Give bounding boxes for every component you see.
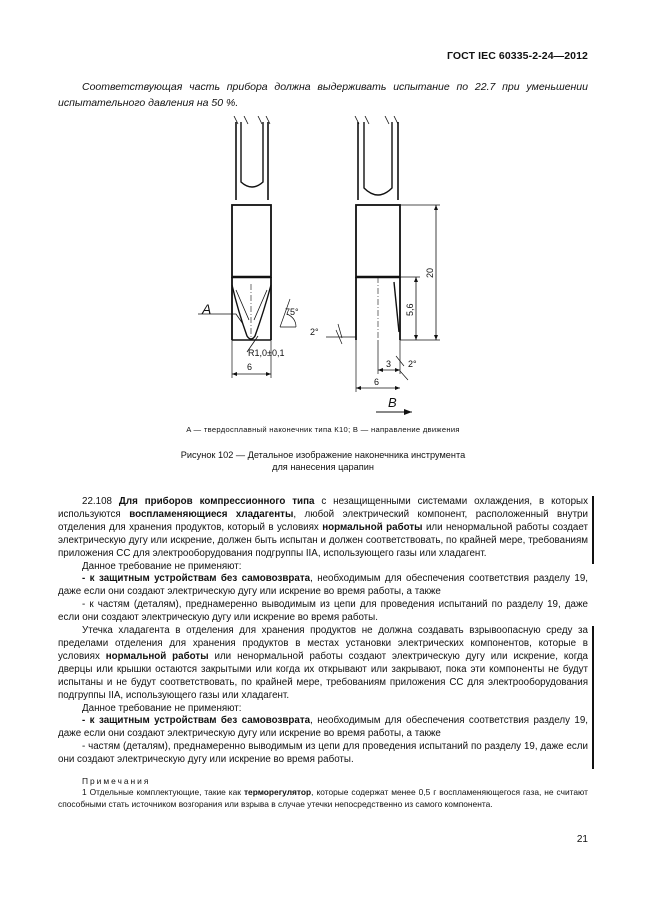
label-a: A [202, 301, 212, 317]
list-item: - к частям (деталям), преднамеренно выводимым из цепи для проведения испытаний по разделу 19, даже если они создают электрическую дугу или искрение во время работы. [58, 599, 588, 624]
figure-caption-line-1: Рисунок 102 — Детальное изображение наконечника инструмента [180, 450, 466, 460]
label-angle-2-left: 2° [310, 327, 319, 337]
label-dim-3: 3 [386, 359, 392, 369]
notes-heading: Примечания [82, 776, 151, 786]
figure-102 [150, 116, 490, 421]
paragraph: 22.108 Для приборов компрессионного типа с незащищенными системами охлаждения, в которых используются воспламеняющиеся хладагенты, любой электрический компонент, расположенный внутри отделения для хранения продуктов, который в условиях нормальной работы или ненормальной работы создает электрическую дугу или искрение, должен быть испытан и должен соответствовать, по крайней мере, требованиям приложения СС для электрооборудования подгруппы IIA, использующего газы или хладагент. [58, 496, 588, 559]
label-angle-2-right: 2° [408, 359, 417, 369]
change-bar [592, 496, 594, 564]
note-1: 1 Отдельные комплектующие, такие как терморегулятор, которые содержат менее 0,5 г воспламеняющегося газа, не считают способными стать источником возгорания или взрыва в случае утечки непосредственно из самого компонента. [58, 787, 588, 809]
label-dim-5-6: 5,6 [405, 303, 415, 316]
change-bar [592, 626, 594, 769]
list-item: - частям (деталям), преднамеренно выводимым из цепи для проведения испытаний по разделу 19, даже если они создают электрическую дугу или искрение во время работы. [58, 741, 588, 766]
label-angle-75: 75° [285, 307, 299, 317]
list-item: - к защитным устройствам без самовозврата, необходимым для обеспечения соответствия разделу 19, даже если они создают электрическую дугу или искрение во время работы, а также [58, 715, 589, 740]
page-number: 21 [576, 834, 588, 845]
tool-front-view [198, 116, 296, 378]
clause-22-108 [58, 496, 588, 767]
figure-caption-line-2: для нанесения царапин [272, 462, 374, 472]
label-dim-6-right: 6 [374, 377, 380, 387]
label-dim-6-left: 6 [247, 362, 253, 372]
figure-caption [58, 449, 588, 473]
figure-legend: A — твердосплавный наконечник типа К10; B — направление движения [186, 425, 460, 434]
paragraph: Данное требование не применяют: [82, 560, 242, 572]
notes-section [58, 776, 588, 810]
list-item: - к защитным устройствам без самовозврата, необходимым для обеспечения соответствия разделу 19, даже если они создают электрическую дугу или искрение во время работы, а также [58, 573, 589, 598]
tool-side-view [326, 116, 440, 415]
document-header: ГОСТ IEC 60335-2-24—2012 [446, 50, 588, 62]
paragraph: Утечка хладагента в отделения для хранения продуктов не должна создавать взрывоопасную среду за пределами отделения для хранения продуктов в местах установки электрических компонентов, которые в условиях нормальной работы или ненормальной работы создают электрическую дугу или искрение, когда дверцы или крышки остаются закрытыми или когда их открывают или закрывают, пока эти компоненты не будут испытаны и не будут соответствовать, по крайней мере, требованиям приложения СС для электрооборудования подгруппы IIA, использующего газы или хладагент. [58, 625, 588, 701]
label-b: B [388, 395, 397, 410]
label-radius: R1,0±0,1 [248, 348, 285, 358]
scratch-tool-drawing [150, 116, 490, 421]
intro-paragraph: Соответствующая часть прибора должна выдерживать испытание по 22.7 при уменьшении испытательного давления на 50 %. [58, 81, 588, 109]
label-dim-20: 20 [425, 267, 435, 278]
paragraph: Данное требование не применяют: [82, 702, 242, 714]
